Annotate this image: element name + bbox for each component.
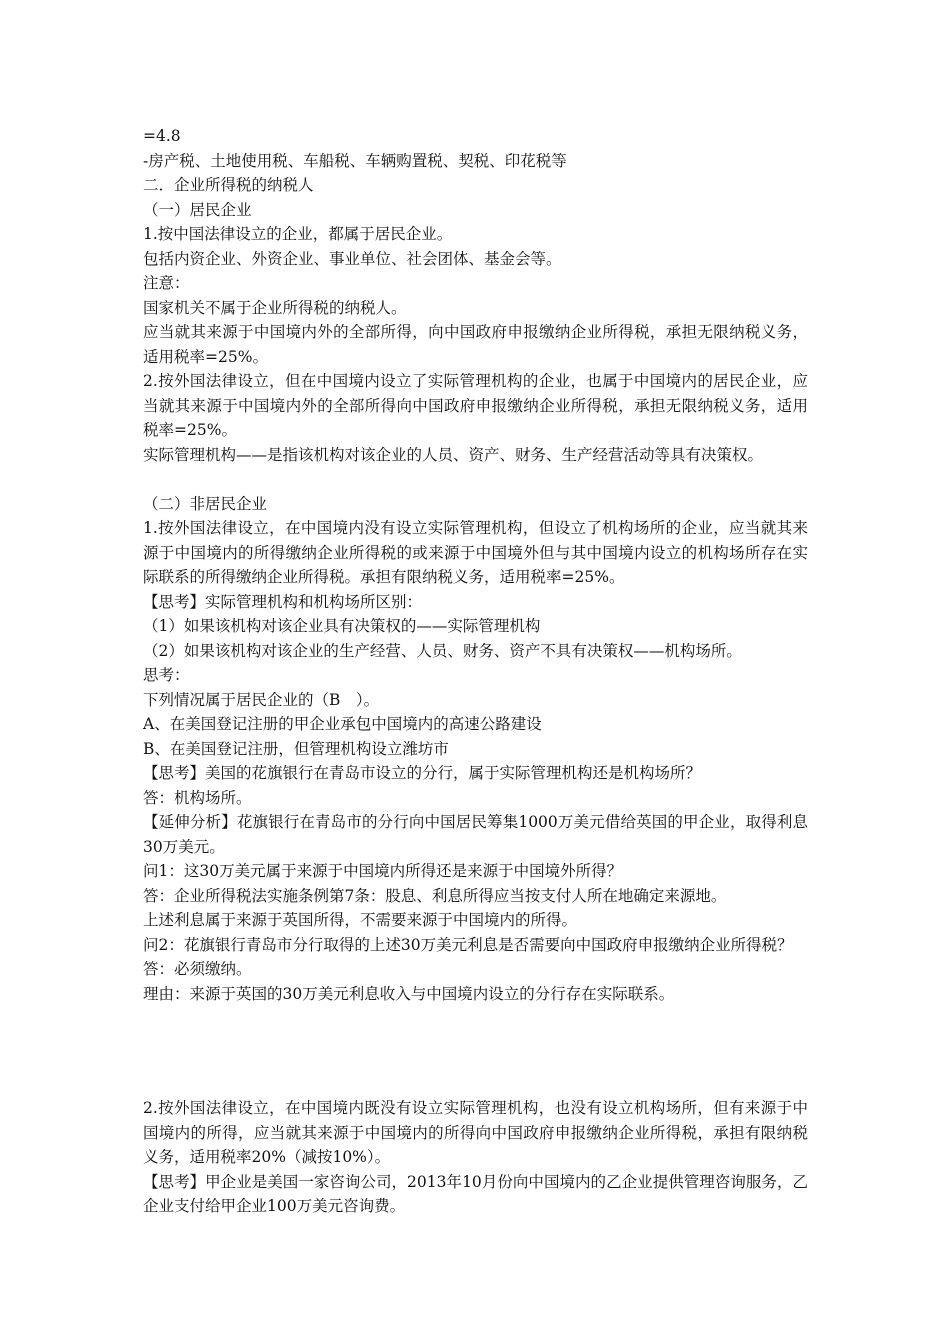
text-line: =4.8 [143, 127, 181, 145]
text-line: 注意： [143, 274, 190, 292]
subsection-heading: （二）非居民企业 [143, 494, 268, 513]
paragraph: 【思考】甲企业是美国一家咨询公司，2013年10月份向中国境内的乙企业提供管理咨询服务，乙企业支付给甲企业100万美元咨询费。 [143, 1172, 808, 1215]
paragraph: 应当就其来源于中国境内外的全部所得，向中国政府申报缴纳企业所得税，承担无限纳税义务，适用税率=25%。 [143, 323, 808, 366]
paragraph: 1.按外国法律设立，在中国境内没有设立实际管理机构，但设立了机构场所的企业，应当就其来源于中国境内的所得缴纳企业所得税的或来源于中国境外但与其中国境内设立的机构场所存在实际联系的所得缴纳企业所得税。承担有限纳税义务，适用税率=25%。 [143, 519, 808, 586]
paragraph: 【延伸分析】花旗银行在青岛市的分行向中国居民筹集1000万美元借给英国的甲企业，取得利息30万美元。 [143, 813, 808, 856]
text-line: 问1：这30万美元属于来源于中国境内所得还是来源于中国境外所得？ [143, 862, 623, 880]
text-line: 答：机构场所。 [143, 788, 252, 807]
paragraph: 2.按外国法律设立，在中国境内既没有设立实际管理机构，也没有设立机构场所，但有来源于中国境内的所得，应当就其来源于中国境内的所得向中国政府申报缴纳企业所得税，承担有限纳税义务，适用税率20%（减按10%）。 [143, 1099, 808, 1166]
text-line: 【思考】实际管理机构和机构场所区别： [143, 592, 423, 611]
text-line: 思考： [143, 666, 190, 684]
text-line: 1.按中国法律设立的企业，都属于居民企业。 [143, 225, 453, 243]
text-line: 理由：来源于英国的30万美元利息收入与中国境内设立的分行存在实际联系。 [143, 984, 675, 1003]
text-line: 国家机关不属于企业所得税的纳税人。 [143, 298, 407, 317]
section-heading: 二．企业所得税的纳税人 [143, 176, 314, 194]
text-line: 实际管理机构——是指该机构对该企业的人员、资产、财务、生产经营活动等具有决策权。 [143, 445, 764, 464]
text-line: （2）如果该机构对该企业的生产经营、人员、财务、资产不具有决策权——机构场所。 [143, 641, 742, 660]
document-body-continued [143, 1096, 808, 1219]
text-line: （1）如果该机构对该企业具有决策权的——实际管理机构 [143, 617, 541, 635]
subsection-heading: （一）居民企业 [143, 200, 252, 219]
text-line: A、在美国登记注册的甲企业承包中国境内的高速公路建设 [143, 715, 542, 733]
text-line: 【思考】美国的花旗银行在青岛市设立的分行，属于实际管理机构还是机构场所？ [143, 764, 702, 782]
text-line: B、在美国登记注册，但管理机构设立潍坊市 [143, 739, 449, 758]
text-line: 答：企业所得税法实施条例第7条：股息、利息所得应当按支付人所在地确定来源地。 [143, 886, 727, 905]
blank-line [143, 467, 808, 492]
paragraph: 2.按外国法律设立，但在中国境内设立了实际管理机构的企业，也属于中国境内的居民企业，应当就其来源于中国境内外的全部所得向中国政府申报缴纳企业所得税，承担无限纳税义务，适用税率=25%。 [143, 372, 808, 439]
text-line: -房产税、土地使用税、车船税、车辆购置税、契税、印花税等 [143, 151, 567, 170]
text-line: 答：必须缴纳。 [143, 960, 252, 978]
paragraph: 问2：花旗银行青岛市分行取得的上述30万美元利息是否需要向中国政府申报缴纳企业所得税？ [143, 935, 793, 954]
text-line: 包括内资企业、外资企业、事业单位、社会团体、基金会等。 [143, 249, 562, 268]
text-line: 上述利息属于来源于英国所得，不需要来源于中国境内的所得。 [143, 911, 578, 929]
document-body [143, 124, 808, 1006]
text-line: 下列情况属于居民企业的（B ）。 [143, 690, 380, 709]
